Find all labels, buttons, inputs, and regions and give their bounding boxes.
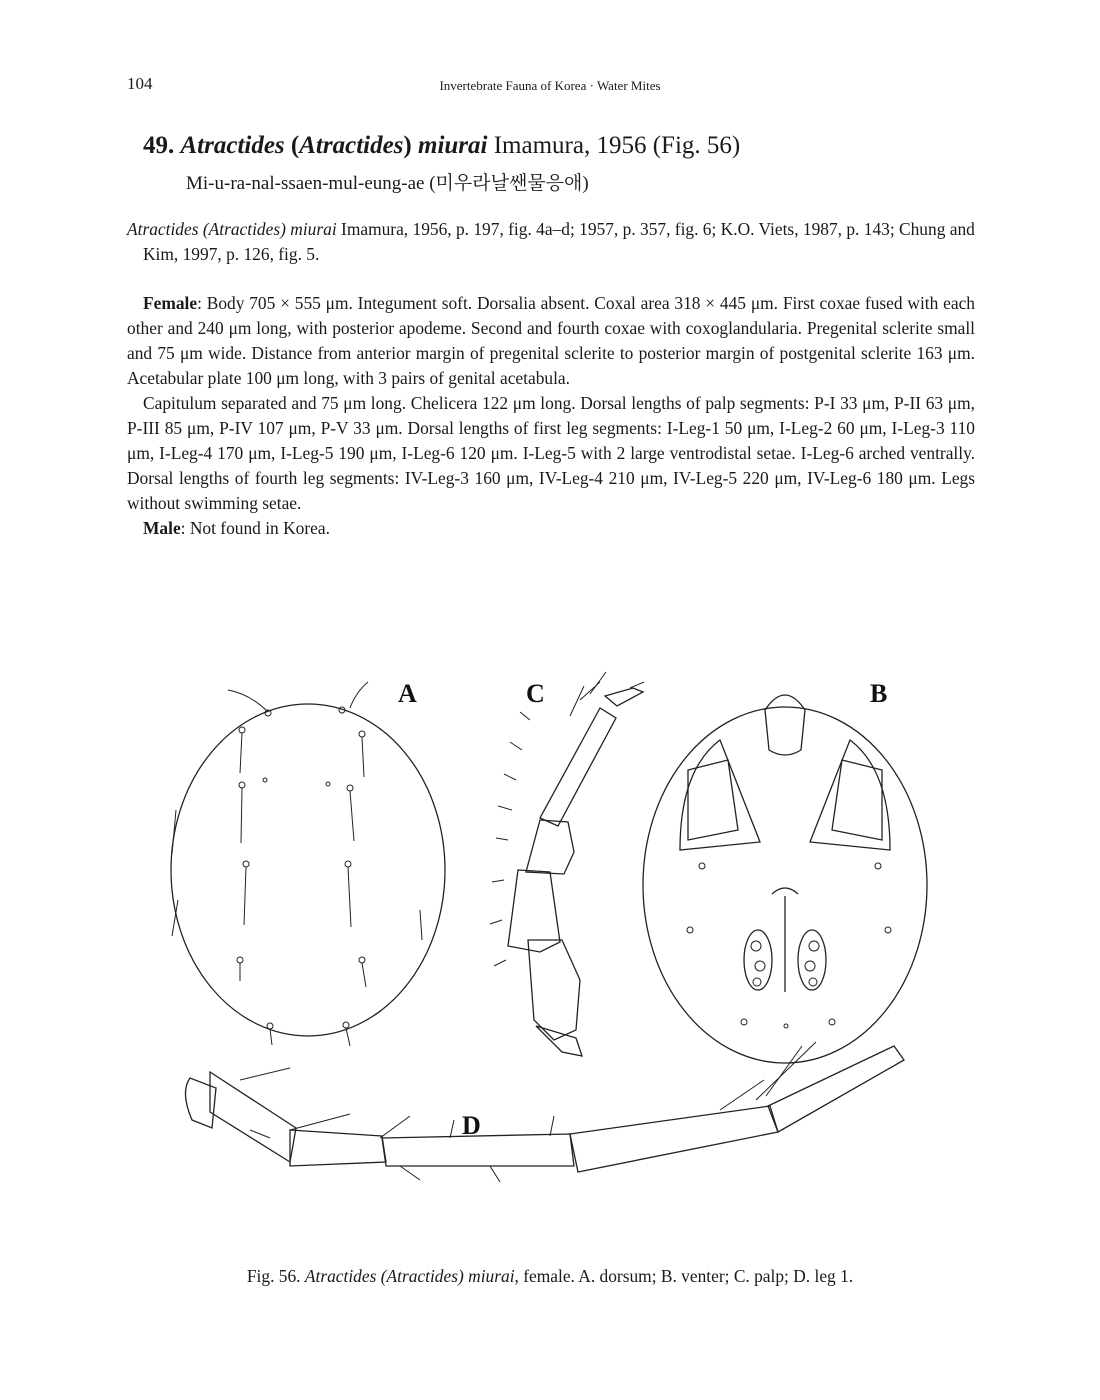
male-text: : Not found in Korea. (180, 518, 330, 538)
subgenus-open: ( (290, 132, 300, 159)
synonymy-epithet: miurai (290, 219, 337, 239)
caption-subgenus: (Atractides) (380, 1266, 464, 1286)
figure-56 (160, 660, 940, 1220)
subgenus-close: ) (403, 132, 412, 159)
figure-drawing (160, 660, 940, 1220)
synonymy-genus: Atractides (127, 219, 199, 239)
female-paragraph (127, 291, 975, 391)
description (127, 291, 975, 541)
panel-b-venter (643, 679, 927, 1063)
panel-a-label: A (398, 679, 417, 708)
species-genus: Atractides (180, 132, 285, 159)
species-number: 49. (143, 132, 175, 159)
female-label: Female (143, 293, 198, 313)
capitulum-paragraph: Capitulum separated and 75 μm long. Chelicera 122 μm long. Dorsal lengths of palp segments: P-I 33 μm, P-II 63 μm, P-III 85 μm, P-IV 107 μm, P-V 33 μm. Dorsal lengths of first leg segments: I-Leg-1 50 μm, I-Leg-2 60 μm, I-Leg-3 110 μm, I-Leg-4 170 μm, I-Leg-5 190 μm, I-Leg-6 120 μm. I-Leg-5 with 2 large ventrodistal setae. I-Leg-6 arched ventrally. Dorsal lengths of fourth leg segments: IV-Leg-3 160 μm, IV-Leg-4 210 μm, IV-Leg-5 220 μm, IV-Leg-6 180 μm. Legs without swimming setae. (127, 393, 975, 513)
caption-epithet: miurai (468, 1266, 515, 1286)
female-text: : Body 705 × 555 μm. Integument soft. Dorsalia absent. Coxal area 318 × 445 μm. First coxae fused with each other and 240 μm long, with posterior apodeme. Second and fourth coxae with coxoglandularia. Pregenital sclerite small and 75 μm wide. Distance from anterior margin of pregenital sclerite to posterior margin of postgenital sclerite 163 μm. Acetabular plate 100 μm long, with 3 pairs of genital acetabula. (127, 293, 975, 388)
running-title: Invertebrate Fauna of Korea · Water Mites (439, 78, 661, 93)
panel-a-dorsum (171, 679, 445, 1046)
panel-d-label: D (462, 1111, 481, 1140)
synonymy-references: Imamura, 1956, p. 197, fig. 4a–d; 1957, p. 357, fig. 6; K.O. Viets, 1987, p. 143; Chung and Kim, 1997, p. 126, fig. 5. (143, 219, 975, 264)
caption-prefix: Fig. 56. (246, 1266, 301, 1286)
figure-caption (0, 1266, 1100, 1287)
species-epithet: miurai (418, 132, 488, 159)
caption-genus: Atractides (304, 1266, 377, 1286)
synonymy-subgenus: (Atractides) (202, 219, 286, 239)
male-paragraph (127, 516, 975, 541)
species-authority: Imamura, 1956 (493, 132, 647, 159)
figure-reference: (Fig. 56) (652, 132, 741, 159)
synonymy-paragraph (127, 217, 975, 267)
page-number: 104 (127, 74, 153, 93)
panel-b-label: B (870, 679, 888, 708)
panel-c-label: C (526, 679, 545, 708)
panel-c-palp (490, 672, 644, 1056)
species-title (143, 132, 740, 160)
caption-rest: , female. A. dorsum; B. venter; C. palp; D. leg 1. (514, 1266, 854, 1286)
romanized-name: Mi-u-ra-nal-ssaen-mul-eung-ae (미우라날쌘물응애) (186, 173, 589, 194)
male-label: Male (143, 518, 181, 538)
species-subgenus: Atractides (299, 132, 404, 159)
